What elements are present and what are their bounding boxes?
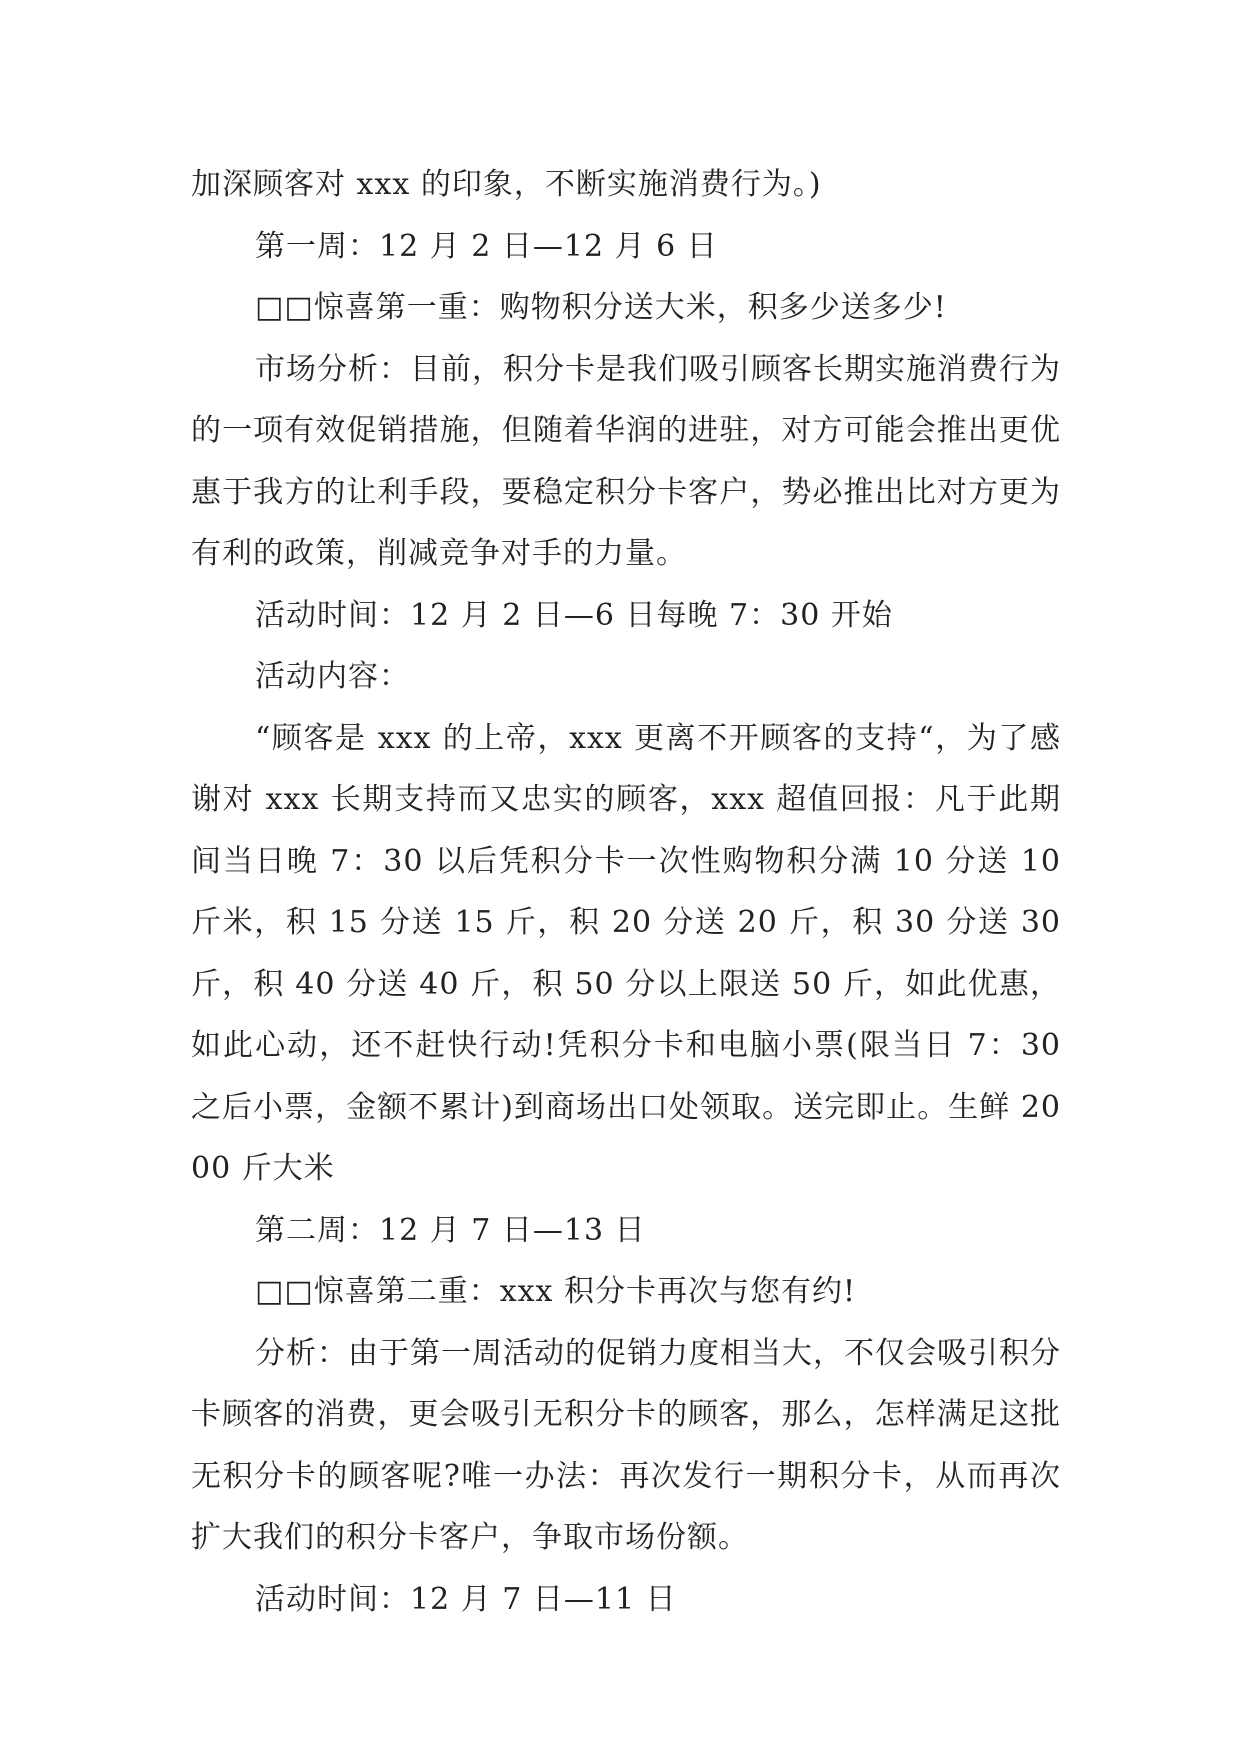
activity-content-paragraph: “顾客是 xxx 的上帝，xxx 更离不开顾客的支持“，为了感谢对 xxx 长期支持而又忠实的顾客，xxx 超值回报：凡于此期间当日晚 7：30 以后凭积分卡一次性购物积分满 10 分送 10 斤米，积 15 分送 15 斤，积 20 分送 20 斤，积 30 分送 30 斤，积 40 分送 40 斤，积 50 分以上限送 50 斤，如此优惠，如此心动，还不赶快行动!凭积分卡和电脑小票(限当日 7：30 之后小票，金额不累计)到商场出口处领取。送完即止。生鲜 2000 斤大米 (191, 720, 1061, 1186)
week-two-heading: 第二周：12 月 7 日—13 日 (255, 1212, 646, 1248)
document-body (191, 154, 1061, 1630)
market-analysis-paragraph: 市场分析：目前，积分卡是我们吸引顾客长期实施消费行为的一项有效促销措施，但随着华润的进驻，对方可能会推出更优惠于我方的让利手段，要稳定积分卡客户，势必推出比对方更为有利的政策，削减竞争对手的力量。 (191, 351, 1061, 571)
paragraph-intro-continuation: 加深顾客对 xxx 的印象，不断实施消费行为。) (191, 167, 822, 202)
activity-time-week-two: 活动时间：12 月 7 日—11 日 (255, 1581, 677, 1617)
activity-content-label: 活动内容： (255, 659, 410, 694)
surprise-one-title: □□惊喜第一重：购物积分送大米，积多少送多少! (255, 290, 947, 325)
activity-time-week-one: 活动时间：12 月 2 日—6 日每晚 7：30 开始 (255, 597, 893, 633)
week-one-heading: 第一周：12 月 2 日—12 月 6 日 (255, 228, 718, 264)
surprise-two-title: □□惊喜第二重：xxx 积分卡再次与您有约! (255, 1274, 857, 1309)
week-two-analysis-paragraph: 分析：由于第一周活动的促销力度相当大，不仅会吸引积分卡顾客的消费，更会吸引无积分卡的顾客，那么，怎样满足这批无积分卡的顾客呢?唯一办法：再次发行一期积分卡，从而再次扩大我们的积分卡客户，争取市场份额。 (191, 1335, 1061, 1555)
